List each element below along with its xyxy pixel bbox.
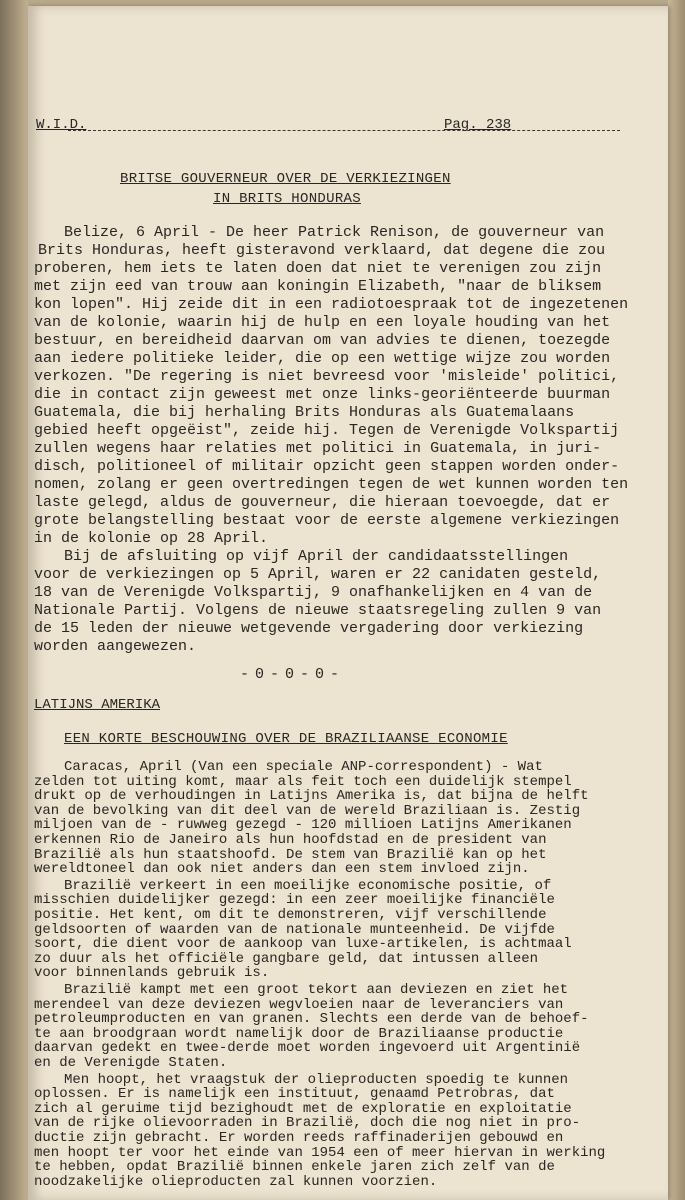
article1-line: gebied heeft opgeëist", zeide hij. Tegen de Verenigde Volkspartij xyxy=(34,422,620,439)
article2-line: geldsoorten of waarden van de nationale munteenheid. De vijfde xyxy=(34,921,555,938)
article1-line: Bij de afsluiting op vijf April der candidaatsstellingen xyxy=(64,548,569,565)
article1-line: aan iedere politieke leider, die op een wettige wijze zou worden xyxy=(34,350,611,367)
article1-line: nomen, zolang er geen overtredingen tegen de wet kunnen worden ten xyxy=(34,476,629,493)
page-number: Pag. 238 xyxy=(444,117,512,133)
article2-line: wereldtoneel dan ook niet anders dan een stem invloed zijn. xyxy=(34,861,530,878)
article2-line: misschien duidelijker gezegd: in een zeer moeilijke financiële xyxy=(34,892,555,909)
article1-line: Nationale Partij. Volgens de nieuwe staatsregeling zullen 9 van xyxy=(34,602,602,619)
article-title-line-2: IN BRITS HONDURAS xyxy=(213,191,361,207)
article2-line: merendeel van deze deviezen wegvloeien naar de leveranciers van xyxy=(34,996,564,1013)
article2-title: EEN KORTE BESCHOUWING OVER DE BRAZILIAANSE ECONOMIE xyxy=(64,731,508,747)
article2-line: Brazilië als hun staatshoofd. De stem van Brazilië kan op het xyxy=(34,846,547,863)
article1-line: Guatemala, die bij herhaling Brits Honduras als Guatemalaans xyxy=(34,404,575,421)
article2-line: en de Verenigde Staten. xyxy=(34,1055,228,1071)
article2-line: Caracas, April (Van een speciale ANP-correspondent) - Wat xyxy=(64,759,543,775)
article1-line: worden aangewezen. xyxy=(34,638,197,655)
article2-line: miljoen van de - ruwweg gezegd - 120 millioen Latijns Amerikanen xyxy=(34,817,572,834)
article1-line: in de kolonie op 28 April. xyxy=(34,530,269,547)
article2-line: zich al geruime tijd bezighoudt met de exploratie en exploitatie xyxy=(34,1100,572,1117)
article2-line: daarvan gedekt en twee-derde moet worden ingevoerd uit Argentinië xyxy=(34,1040,581,1057)
article1-line: Brits Honduras, heeft gisteravond verklaard, dat degene die zou xyxy=(38,242,606,259)
article2-line: te aan broodgraan wordt namelijk door de Braziliaanse productie xyxy=(34,1025,564,1042)
article2-line: van de bevolking van dit deel van de wereld Braziliaan is. Zestig xyxy=(34,802,581,819)
article1-line: van de kolonie, waarin hij de hulp en een loyale houding van het xyxy=(34,314,611,331)
article1-line: Belize, 6 April - De heer Patrick Renison, de gouverneur van xyxy=(64,224,605,241)
article1-line: disch, politioneel of militair opzicht geen stappen worden onder- xyxy=(34,458,620,475)
article1-line: met zijn eed van trouw aan koningin Elizabeth, "naar de bliksem xyxy=(34,278,602,295)
article2-line: Brazilië verkeert in een moeilijke economische positie, of xyxy=(64,877,552,894)
article2-line: te hebben, opdat Brazilië binnen enkele jaren zich zelf van de xyxy=(34,1159,555,1176)
article1-line: voor de verkiezingen op 5 April, waren er 22 canidaten gesteld, xyxy=(34,566,602,583)
header-label: W.I.D. xyxy=(36,117,87,133)
article2-line: Men hoopt, het vraagstuk der olieproducten spoedig te kunnen xyxy=(64,1071,569,1088)
section-separator: -0-0-0- xyxy=(240,666,346,683)
article1-line: zullen wegens haar relaties met politici in Guatemala, in juri- xyxy=(34,440,602,457)
article2-line: noodzakelijke olieproducten zal kunnen voorzien. xyxy=(34,1173,438,1190)
article2-line: ductie zijn gebracht. Er worden reeds raffinaderijen gebouwd en xyxy=(34,1130,564,1146)
article1-line: bestuur, en bereidheid daarvan om van advies te dienen, toezegde xyxy=(34,332,611,349)
article2-line: zo duur als het officiële gangbare geld, dat intussen alleen xyxy=(34,950,539,967)
article2-line: petroleumproducten en van granen. Slechts een derde van de behoef- xyxy=(34,1011,589,1028)
article1-line: laste gelegd, aldus de gouverneur, die hieraan toevoegde, dat er xyxy=(34,494,611,511)
article1-line: de 15 leden der nieuwe wetgevende vergadering door verkiezing xyxy=(34,620,584,637)
article1-line: grote belangstelling bestaat voor de eerste algemene verkiezingen xyxy=(34,512,620,529)
article2-line: drukt op de verhoudingen in Latijns Amerika is, dat bijna de helft xyxy=(34,788,589,805)
article-title-line-1: BRITSE GOUVERNEUR OVER DE VERKIEZINGEN xyxy=(120,171,451,187)
article2-line: men hoopt ter voor het einde van 1954 een of meer hiervan in werking xyxy=(34,1144,606,1161)
article1-line: die in contact zijn geweest met onze links-georiënteerde buurman xyxy=(34,386,611,403)
article1-line: proberen, hem iets te laten doen dat niet te verenigen zou zijn xyxy=(34,260,602,277)
article2-line: van de rijke olievoorraden in Brazilië, doch die nog niet in pro- xyxy=(34,1115,581,1132)
article2-line: oplossen. Er is namelijk een instituut, genaamd Petrobras, dat xyxy=(34,1086,555,1103)
article1-line: kon lopen". Hij zeide dit in een radiotoespraak tot de ingezetenen xyxy=(34,296,629,313)
article2-line: positie. Het kent, om dit te demonstreren, vijf verschillende xyxy=(34,907,547,923)
article2-line: soort, die dient voor de aankoop van luxe-artikelen, is achtmaal xyxy=(34,936,572,953)
section-heading: LATIJNS AMERIKA xyxy=(34,697,161,713)
article2-line: erkennen Rio de Janeiro als hun hoofdstad en de president van xyxy=(34,832,547,848)
article2-line: Brazilië kampt met een groot tekort aan deviezen en ziet het xyxy=(64,982,569,998)
article1-line: 18 van de Verenigde Volkspartij, 9 onafhankelijken en 4 van de xyxy=(34,584,593,601)
page-stack-edge xyxy=(668,0,685,1200)
header-dashed-rule xyxy=(68,130,620,131)
book-binding xyxy=(0,0,30,1200)
article2-line: voor binnenlands gebruik is. xyxy=(34,965,270,982)
article1-line: verkozen. "De regering is niet bevreesd voor 'misleide' politici, xyxy=(34,368,620,385)
article2-line: zelden tot uiting komt, maar als feit toch een duidelijk stempel xyxy=(34,773,572,790)
